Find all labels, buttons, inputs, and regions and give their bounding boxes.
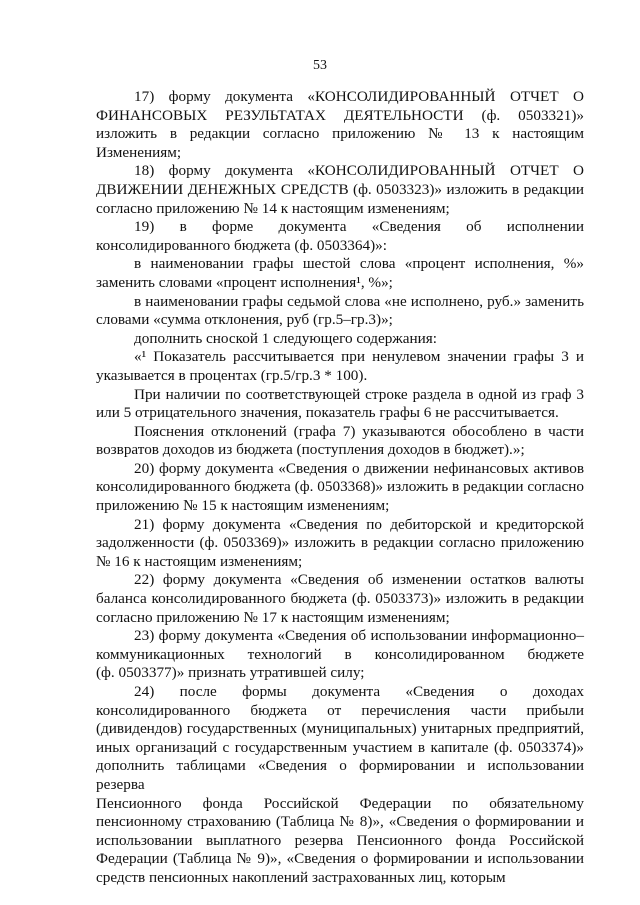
text-line: в наименовании графы шестой слова «процент исполнения, %» <box>134 255 584 273</box>
text-line: (ф. 0503377)» признать утратившей силу; <box>96 664 365 682</box>
page-number: 53 <box>313 58 327 73</box>
text-line: 18) форму документа «КОНСОЛИДИРОВАННЫЙ ОТЧЕТ О <box>134 162 584 180</box>
text-line: возвратов доходов из бюджета (поступления доходов в бюджет).»; <box>96 441 525 459</box>
text-line: При наличии по соответствующей строке раздела в одной из граф 3 <box>134 385 584 403</box>
text-line: иных организаций с государственным участием в капитале (ф. 0503374)» <box>96 738 584 756</box>
text-line: коммуникационных технологий в консолидированном бюджете <box>96 645 584 663</box>
text-line: 21) форму документа «Сведения по дебиторской и кредиторской <box>134 515 584 533</box>
paragraph-p22 <box>96 571 584 627</box>
text-line: ФИНАНСОВЫХ РЕЗУЛЬТАТАХ ДЕЯТЕЛЬНОСТИ (ф. 0503321)» <box>96 106 584 124</box>
paragraph-p21 <box>96 516 584 572</box>
paragraph-p23 <box>96 627 584 683</box>
text-line: Изменениям; <box>96 143 182 161</box>
paragraph-p24 <box>96 683 584 888</box>
text-line: 20) форму документа «Сведения о движении нефинансовых активов <box>134 459 584 477</box>
text-line: задолженности (ф. 0503369)» изложить в редакции согласно приложению <box>96 534 584 552</box>
text-line: изложить в редакции согласно приложению № 13 к настоящим <box>96 125 584 143</box>
paragraph-p19a <box>96 255 584 292</box>
paragraph-p19c <box>96 330 584 349</box>
text-line: согласно приложению № 17 к настоящим изменениям; <box>96 608 450 626</box>
text-line: 22) форму документа «Сведения об изменении остатков валюты <box>134 571 584 589</box>
text-line: дополнить таблицами «Сведения о формировании и использовании резерва <box>96 757 584 793</box>
text-line: пенсионному страхованию (Таблица № 8)», «Сведения о формировании и <box>96 813 584 831</box>
text-line: дополнить сноской 1 следующего содержания: <box>134 329 437 347</box>
text-line: № 16 к настоящим изменениям; <box>96 552 303 570</box>
text-line: словами «сумма отклонения, руб (гр.5–гр.3)»; <box>96 311 393 329</box>
text-line: или 5 отрицательного значения, показатель графы 6 не рассчитывается. <box>96 404 559 422</box>
text-line: Пояснения отклонений (графа 7) указываются обособлено в части <box>134 422 584 440</box>
text-line: средств пенсионных накоплений застрахованных лиц, которым <box>96 868 506 886</box>
paragraph-p19d <box>96 348 584 385</box>
text-line: 24) после формы документа «Сведения о доходах <box>134 683 584 700</box>
text-line: приложению № 15 к настоящим изменениям; <box>96 497 390 515</box>
paragraph-p19e <box>96 386 584 423</box>
text-line: 17) форму документа «КОНСОЛИДИРОВАННЫЙ ОТЧЕТ О <box>134 88 584 105</box>
text-line: указывается в процентах (гр.5/гр.3 * 100). <box>96 366 368 384</box>
document-body <box>96 88 584 888</box>
text-line: «¹ Показатель рассчитывается при ненулевом значении графы 3 и <box>134 348 584 366</box>
text-line: 19) в форме документа «Сведения об исполнении <box>134 218 584 236</box>
text-line: (дивидендов) государственных (муниципальных) унитарных предприятий, <box>96 720 584 738</box>
text-line: Федерации (Таблица № 9)», «Сведения о формировании и использовании <box>96 850 584 868</box>
paragraph-p19f <box>96 423 584 460</box>
text-line: консолидированного бюджета (ф. 0503368)» изложить в редакции согласно <box>96 478 584 496</box>
paragraph-p19b <box>96 293 584 330</box>
paragraph-p18 <box>96 162 584 218</box>
text-line: в наименовании графы седьмой слова «не исполнено, руб.» заменить <box>134 292 584 310</box>
text-line: согласно приложению № 14 к настоящим изменениям; <box>96 199 450 217</box>
text-line: использовании выплатного резерва Пенсионного фонда Российской <box>96 831 584 849</box>
paragraph-p17 <box>96 88 584 162</box>
text-line: 23) форму документа «Сведения об использовании информационно– <box>134 627 584 645</box>
text-line: баланса консолидированного бюджета (ф. 0503373)» изложить в редакции <box>96 590 584 608</box>
paragraph-p19 <box>96 218 584 255</box>
paragraph-p20 <box>96 460 584 516</box>
text-line: консолидированного бюджета от перечисления части прибыли <box>96 701 584 719</box>
text-line: консолидированного бюджета (ф. 0503364)»: <box>96 236 387 254</box>
text-line: ДВИЖЕНИИ ДЕНЕЖНЫХ СРЕДСТВ (ф. 0503323)» изложить в редакции <box>96 180 584 198</box>
text-line: Пенсионного фонда Российской Федерации по обязательному <box>96 794 584 812</box>
text-line: заменить словами «процент исполнения¹, %»; <box>96 273 393 291</box>
